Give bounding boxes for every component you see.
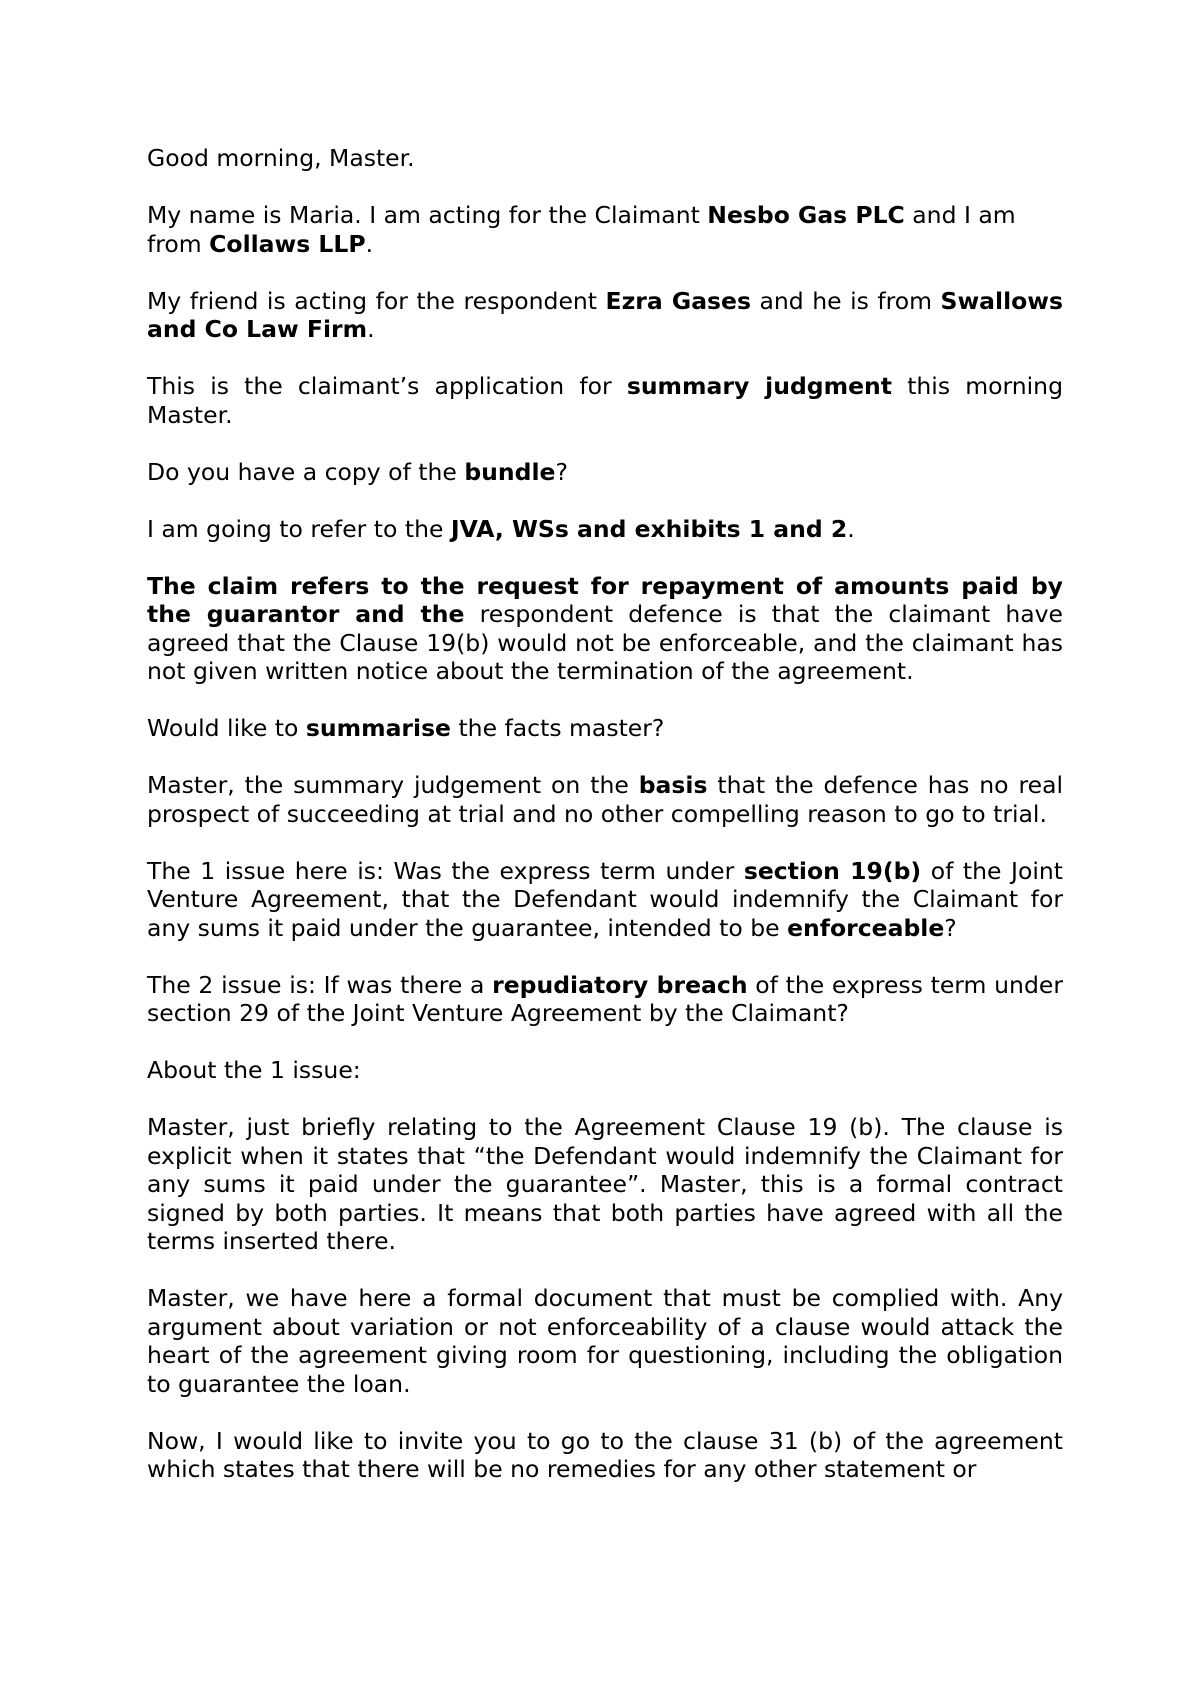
bold-text-run: basis <box>638 771 708 799</box>
bold-text-run: bundle <box>464 457 556 486</box>
text-run: of the express term under section 29 of the Joint Venture Agreement by the Claimant? <box>147 970 1071 1027</box>
document-paragraph <box>147 1284 1071 1398</box>
bold-text-run: repudiatory breach <box>492 970 748 999</box>
bold-text-run: Ezra Gases <box>605 286 751 315</box>
text-run: About the 1 issue: <box>147 1056 361 1084</box>
bold-text-run: section 19(b) <box>743 856 922 885</box>
bold-text-run: Swallows and Co Law Firm <box>147 286 1072 343</box>
document-paragraph <box>147 1113 1071 1256</box>
bold-text-run: Nesbo Gas PLC <box>707 201 905 229</box>
document-paragraph <box>147 286 1072 344</box>
text-run: ? <box>944 913 957 942</box>
bold-text-run: JVA, WSs and exhibits 1 and 2 <box>450 514 848 543</box>
text-run: and he is from <box>750 286 941 315</box>
document-paragraph <box>147 372 1071 429</box>
text-run: My name is Maria. I am acting for the Claimant <box>147 201 708 229</box>
text-run: This is the claimant’s application for <box>147 372 627 400</box>
document-paragraph <box>147 1426 1071 1484</box>
bold-text-run: enforceable <box>787 913 945 942</box>
text-run: Good morning, Master. <box>147 144 415 172</box>
document-paragraph <box>147 515 1063 544</box>
bold-text-run: Collaws LLP <box>209 229 366 258</box>
text-run: that the defence has no real prospect of succeeding at trial and no other compelling reason to go to trial. <box>147 771 1071 828</box>
document-paragraph <box>147 714 1063 743</box>
text-run: . <box>847 514 855 543</box>
text-run: Master, we have here a formal document that must be complied with. Any argument about variation or not enforceability of a clause would attack the heart of the agreement giving room for questioning, including the obligation to guarantee the loan. <box>147 1284 1071 1398</box>
text-run: Would like to <box>147 714 306 742</box>
text-run: Do you have a copy of the <box>147 457 465 486</box>
document-paragraph <box>147 458 1063 487</box>
text-run: ? <box>555 457 568 486</box>
document-page <box>147 144 1072 1512</box>
text-run: The 1 issue here is: Was the express term under <box>147 856 744 885</box>
text-run: respondent defence is that the claimant have agreed that the Clause 19(b) would not be enforceable, and the claimant has not given written notice about the termination of the agreement. <box>147 600 1071 685</box>
text-run: I am going to refer to the <box>147 514 451 543</box>
document-paragraph <box>147 144 1063 173</box>
text-run: the facts master? <box>451 714 665 742</box>
text-run: . <box>367 315 375 343</box>
text-run: Master, just briefly relating to the Agreement Clause 19 (b). The clause is explicit when it states that “the Defendant would indemnify the Claimant for any sums it paid under the guarantee”. Master, this is a formal contract signed by both parties. It means that both parties have agreed with all the terms inserted there. <box>147 1113 1071 1255</box>
document-paragraph <box>147 571 1072 686</box>
text-run: . <box>365 229 374 258</box>
text-run: this morning Master. <box>147 372 1071 429</box>
document-paragraph <box>147 856 1071 943</box>
bold-text-run: The claim refers to the request for repayment of amounts paid by the guarantor and the <box>147 571 1072 628</box>
document-paragraph <box>147 771 1071 828</box>
text-run: Now, I would like to invite you to go to the clause 31 (b) of the agreement which states that there will be no remedies for any other statement or <box>147 1426 1071 1483</box>
document-paragraph <box>147 1056 1063 1085</box>
text-run: Master, the summary judgement on the <box>147 771 639 799</box>
bold-text-run: summary judgment <box>626 372 893 400</box>
text-run: The 2 issue is: If was there a <box>147 970 493 999</box>
text-run: My friend is acting for the respondent <box>147 286 606 315</box>
bold-text-run: summarise <box>305 714 451 742</box>
text-run: and I am from <box>147 201 1024 258</box>
document-paragraph <box>147 970 1071 1028</box>
text-run: of the Joint Venture Agreement, that the Defendant would indemnify the Claimant for any sums it paid under the guarantee, intended to be <box>147 856 1071 942</box>
document-paragraph <box>147 201 1063 258</box>
